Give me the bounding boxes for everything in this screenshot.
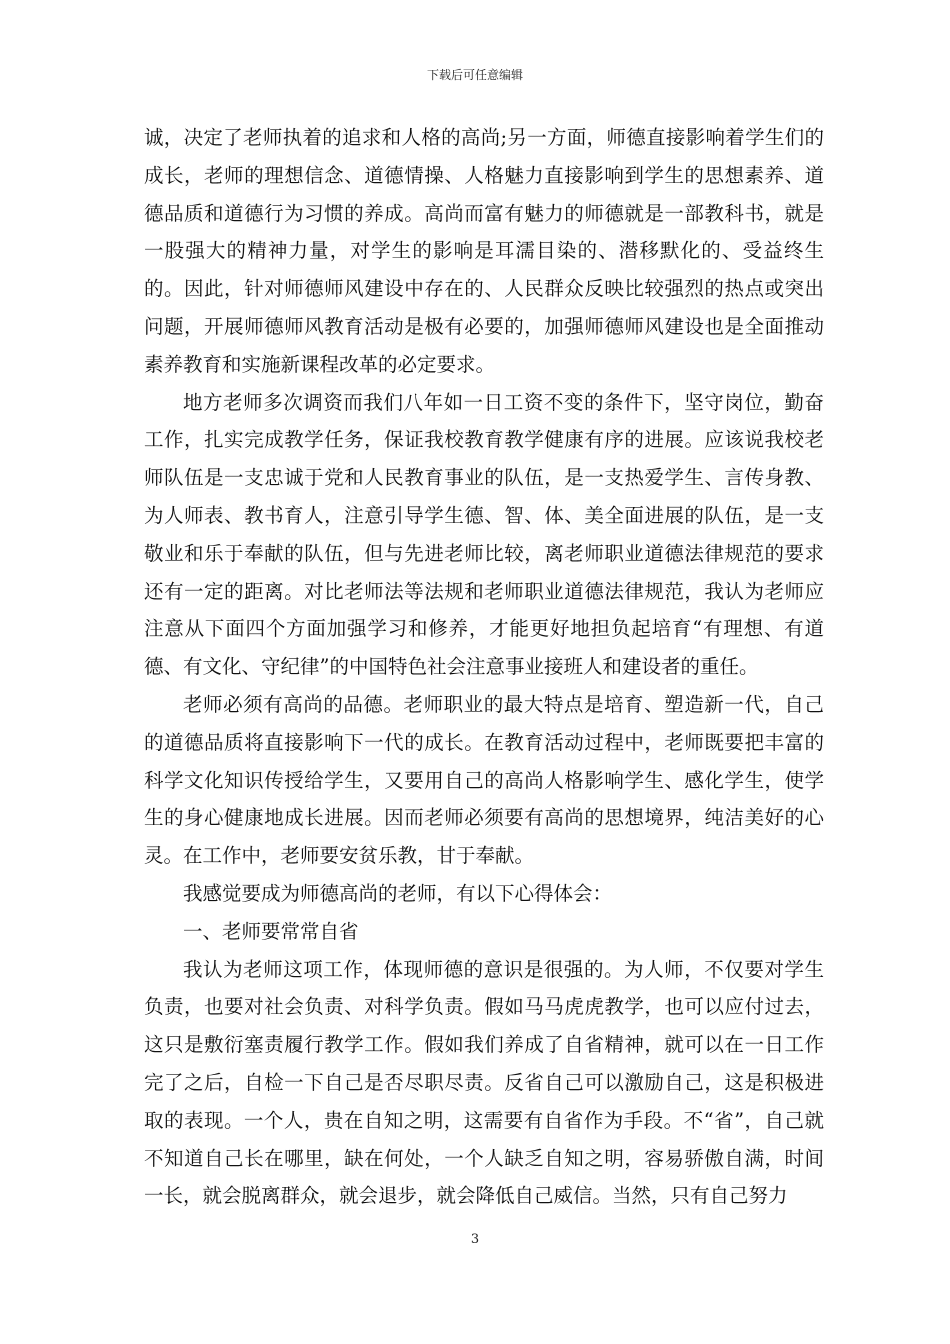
- paragraph: 我认为老师这项工作，体现师德的意识是很强的。为人师，不仅要对学生负责，也要对社会负责、对科学负责。假如马马虎虎教学，也可以应付过去，这只是敷衍塞责履行教学工作。假如我们养成了自省精神，就可以在一日工作完了之后，自检一下自己是否尽职尽责。反省自己可以激励自己，这是积极进取的表现。一个人，贵在自知之明，这需要有自省作为手段。不“省”，自己就不知道自己长在哪里，缺在何处，一个人缺乏自知之明，容易骄傲自满，时间一长，就会脱离群众，就会退步，就会降低自己威信。当然，只有自己努力: [144, 957, 824, 1208]
- document-body: [144, 119, 824, 1215]
- page-number: 3: [470, 1232, 480, 1247]
- page-header: 下载后可任意编辑: [426, 68, 523, 82]
- section-heading: 一、老师要常常自省: [183, 919, 359, 943]
- paragraph: 老师必须有高尚的品德。老师职业的最大特点是培育、塑造新一代，自己的道德品质将直接影响下一代的成长。在教育活动过程中，老师既要把丰富的科学文化知识传授给学生，又要用自己的高尚人格影响学生、感化学生，使学生的身心健康地成长进展。因而老师必须要有高尚的思想境界，纯洁美好的心灵。在工作中，老师要安贫乐教，甘于奉献。: [144, 692, 824, 868]
- paragraph-continued: 诚，决定了老师执着的追求和人格的高尚;另一方面，师德直接影响着学生们的成长，老师的理想信念、道德情操、人格魅力直接影响到学生的思想素养、道德品质和道德行为习惯的养成。高尚而富有魅力的师德就是一部教科书，就是一股强大的精神力量，对学生的影响是耳濡目染的、潜移默化的、受益终生的。因此，针对师德师风建设中存在的、人民群众反映比较强烈的热点或突出问题，开展师德师风教育活动是极有必要的，加强师德师风建设也是全面推动素养教育和实施新课程改革的必定要求。: [144, 126, 824, 376]
- paragraph: 我感觉要成为师德高尚的老师，有以下心得体会：: [183, 881, 613, 905]
- paragraph: 地方老师多次调资而我们八年如一日工资不变的条件下，坚守岗位，勤奋工作，扎实完成教学任务，保证我校教育教学健康有序的进展。应该说我校老师队伍是一支忠诚于党和人民教育事业的队伍，是一支热爱学生、言传身教、为人师表、教书育人，注意引导学生德、智、体、美全面进展的队伍，是一支敬业和乐于奉献的队伍，但与先进老师比较，离老师职业道德法律规范的要求还有一定的距离。对比老师法等法规和老师职业道德法律规范，我认为老师应注意从下面四个方面加强学习和修养，才能更好地担负起培育“有理想、有道德、有文化、守纪律”的中国特色社会注意事业接班人和建设者的重任。: [144, 390, 824, 679]
